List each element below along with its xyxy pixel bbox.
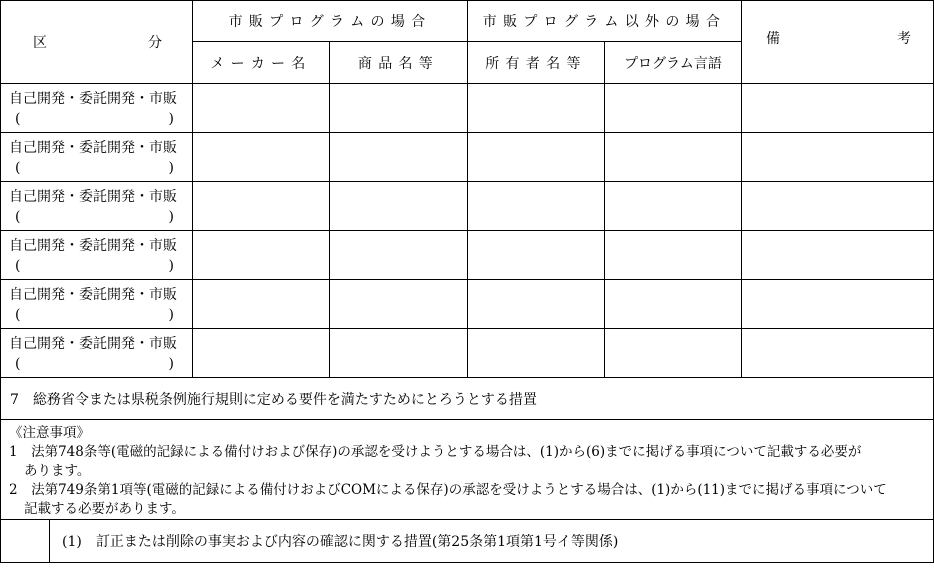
remarks-cell[interactable] [742,133,934,182]
maker-name-cell[interactable] [193,182,330,231]
maker-name-cell[interactable] [193,280,330,329]
non-commercial-program-header: 市販プログラム以外の場合 [468,1,742,42]
owner-name-cell[interactable] [468,84,605,133]
note-item-1-continued: あります。 [24,463,91,479]
note-item-2-continued: 記載する必要があります。 [24,501,185,517]
maker-name-cell[interactable] [193,84,330,133]
product-name-cell[interactable] [330,280,468,329]
note-item-2: 2 法第749条第1項等(電磁的記録による備付けおよびCOMによる保存)の承認を受けようとする場合は、(1)から(11)までに掲げる事項について [9,482,887,498]
commercial-program-header: 市販プログラムの場合 [193,1,468,42]
owner-name-cell[interactable] [468,329,605,378]
table-row [1,133,934,182]
development-type-cell[interactable]: 自己開発・委託開発・市販 ( ) [1,133,193,182]
notes-section [1,420,934,520]
kubun-header: 区 分 [1,1,193,84]
maker-name-cell[interactable] [193,231,330,280]
product-name-cell[interactable] [330,329,468,378]
table-row [1,84,934,133]
table-row [1,280,934,329]
measure-gutter [1,520,50,562]
section-7-heading: 7 総務省令または県税条例施行規則に定める要件を満たすためにとろうとする措置 [1,378,934,420]
development-type-cell[interactable]: 自己開発・委託開発・市販 ( ) [1,280,193,329]
note-item-1: 1 法第748条等(電磁的記録による備付けおよび保存)の承認を受けようとする場合は、(1)から(6)までに掲げる事項について記載する必要が [9,444,862,460]
maker-name-cell[interactable] [193,329,330,378]
remarks-cell[interactable] [742,182,934,231]
owner-name-cell[interactable] [468,133,605,182]
product-name-cell[interactable] [330,182,468,231]
development-type-cell[interactable]: 自己開発・委託開発・市販 ( ) [1,84,193,133]
owner-name-cell[interactable] [468,182,605,231]
remarks-cell[interactable] [742,84,934,133]
product-name-cell[interactable] [330,84,468,133]
notes-title: 《注意事項》 [9,425,90,441]
owner-name-cell[interactable] [468,231,605,280]
maker-name-header: メーカー名 [193,42,330,84]
maker-name-cell[interactable] [193,133,330,182]
program-language-cell[interactable] [605,280,742,329]
remarks-header: 備 考 [742,1,934,84]
product-name-header: 商品名等 [330,42,468,84]
development-type-cell[interactable]: 自己開発・委託開発・市販 ( ) [1,182,193,231]
product-name-cell[interactable] [330,231,468,280]
program-language-cell[interactable] [605,84,742,133]
program-language-header: プログラム言語 [605,42,742,84]
measure-1-row [1,520,934,563]
program-language-cell[interactable] [605,182,742,231]
program-language-cell[interactable] [605,133,742,182]
table-row [1,182,934,231]
development-type-cell[interactable]: 自己開発・委託開発・市販 ( ) [1,231,193,280]
program-language-cell[interactable] [605,231,742,280]
owner-name-header: 所有者名等 [468,42,605,84]
measure-1-text: (1) 訂正または削除の事実および内容の確認に関する措置(第25条第1項第1号イ等関係) [62,534,619,550]
remarks-cell[interactable] [742,329,934,378]
product-name-cell[interactable] [330,133,468,182]
development-type-cell[interactable]: 自己開発・委託開発・市販 ( ) [1,329,193,378]
table-row [1,329,934,378]
remarks-cell[interactable] [742,231,934,280]
owner-name-cell[interactable] [468,280,605,329]
program-language-cell[interactable] [605,329,742,378]
remarks-cell[interactable] [742,280,934,329]
table-row [1,231,934,280]
